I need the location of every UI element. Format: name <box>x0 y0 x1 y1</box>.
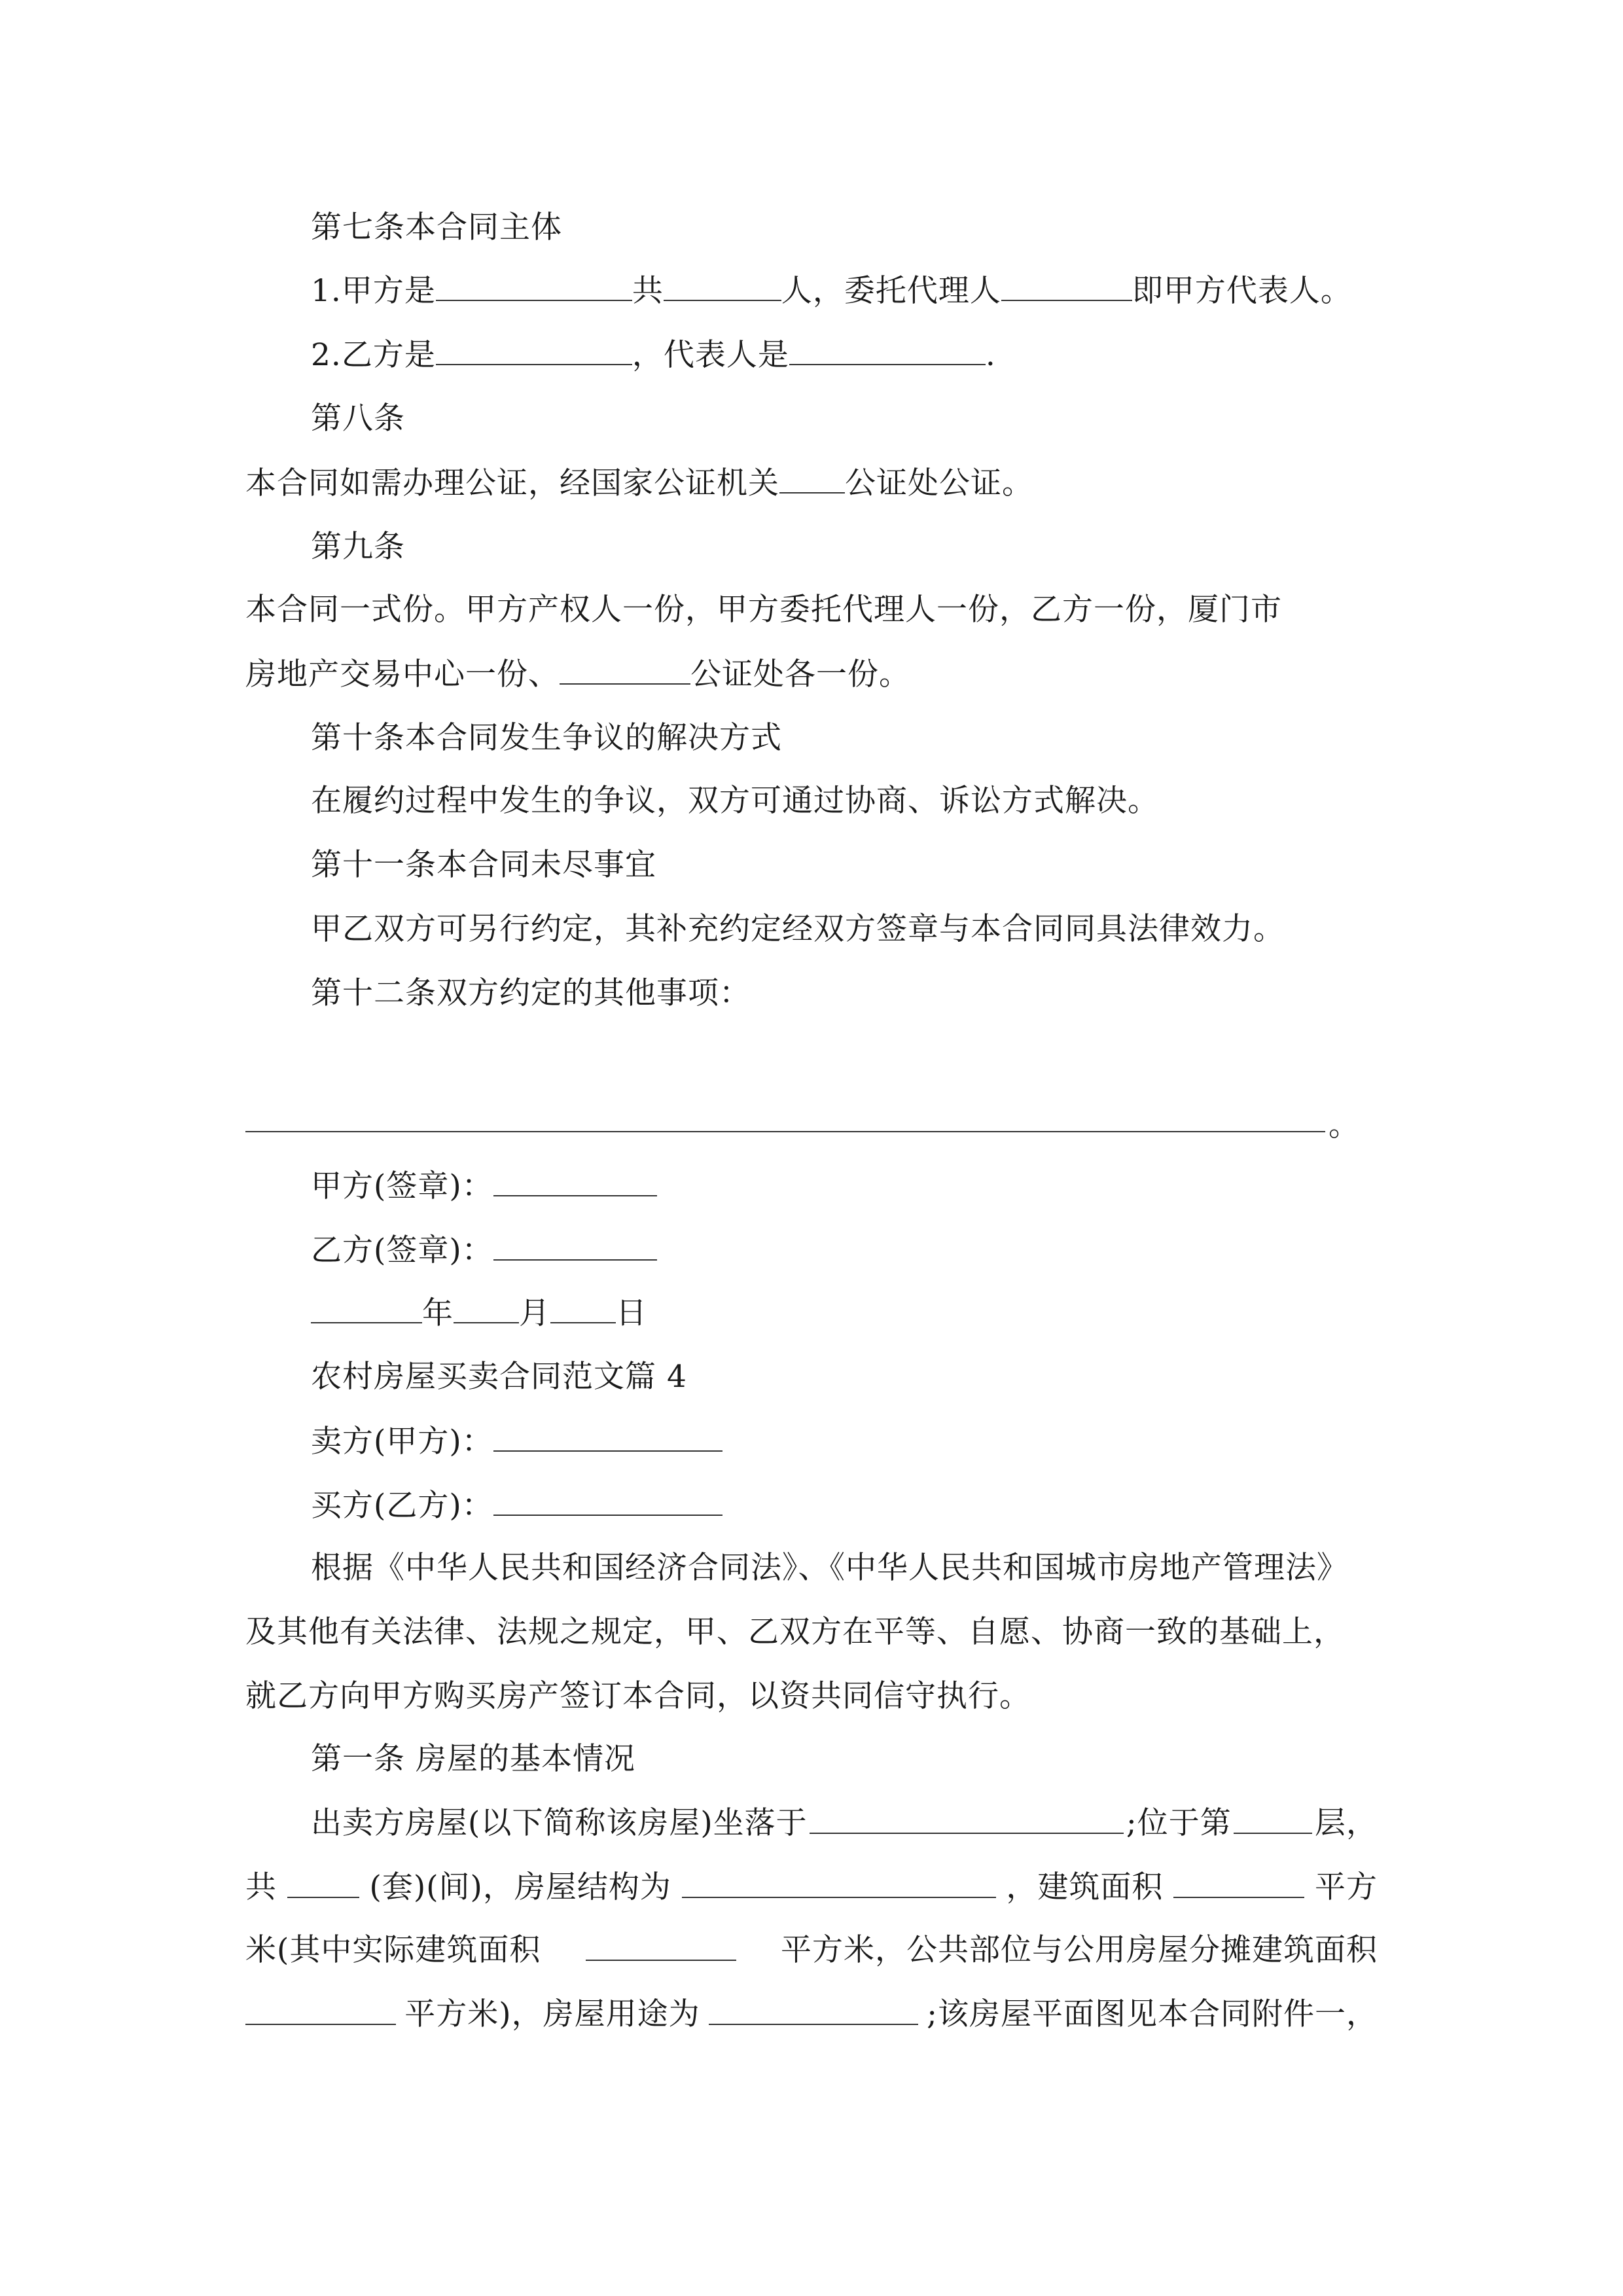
party-a-signature-blank <box>493 1166 657 1196</box>
day-blank <box>550 1293 616 1323</box>
buyer-line: 买方(乙方)： <box>311 1486 722 1526</box>
representative-blank <box>789 335 986 365</box>
preamble-line-3: 就乙方向甲方购买房产签订本合同，以资共同信守执行。 <box>245 1678 1031 1714</box>
actual-area-blank <box>586 1931 736 1961</box>
article-9-body-line-2: 房地产交易中心一份、 公证处各一份。 <box>245 655 910 694</box>
article-8-title: 第八条 <box>311 401 405 437</box>
article-12-title: 第十二条双方约定的其他事项： <box>311 975 751 1011</box>
location-blank <box>810 1804 1124 1834</box>
article-1-line-3: 米(其中实际建筑面积 平方米，公共部位与公用房屋分摊建筑面积 <box>245 1932 1378 1968</box>
notary-blank <box>779 463 845 493</box>
article-8-body: 本合同如需办理公证，经国家公证机关 公证处公证。 <box>245 463 1033 503</box>
signing-date: 年 月 日 <box>311 1293 647 1333</box>
floor-blank <box>1234 1804 1312 1834</box>
shared-area-blank <box>245 1995 396 2025</box>
month-blank <box>454 1293 519 1323</box>
article-1-line-2: 共 (套)(间)，房屋结构为 ，建筑面积 平方 <box>245 1869 1378 1905</box>
usage-blank <box>709 1995 918 2025</box>
buyer-blank <box>493 1486 722 1516</box>
article-11-body: 甲乙双方可另行约定，其补充约定经双方签章与本合同同具法律效力。 <box>311 911 1285 947</box>
article-10-body: 在履约过程中发生的争议，双方可通过协商、诉讼方式解决。 <box>311 783 1159 819</box>
article-7-item-2: 2.乙方是 ，代表人是 . <box>311 335 996 375</box>
party-b-signature: 乙方(签章)： <box>311 1230 657 1270</box>
preamble-line-2: 及其他有关法律、法规之规定，甲、乙双方在平等、自愿、协商一致的基础上， <box>245 1614 1345 1650</box>
party-b-signature-blank <box>493 1230 657 1261</box>
article-7-title: 第七条本合同主体 <box>311 209 562 245</box>
other-matters-period: 。 <box>1329 1107 1359 1143</box>
year-blank <box>311 1293 422 1323</box>
article-1-title: 第一条 房屋的基本情况 <box>311 1741 635 1777</box>
building-area-blank <box>1173 1868 1304 1898</box>
article-9-body-line-1: 本合同一式份。甲方产权人一份，甲方委托代理人一份，乙方一份，厦门市 <box>245 592 1282 628</box>
article-1-line-4: 平方米)，房屋用途为 ;该房屋平面图见本合同附件一， <box>245 1995 1378 2034</box>
agent-name-blank <box>1001 271 1132 301</box>
seller-line: 卖方(甲方)： <box>311 1422 722 1462</box>
party-a-count-blank <box>664 271 781 301</box>
article-1-line-1: 出卖方房屋(以下简称该房屋)坐落于 ;位于第 层， <box>311 1805 1378 1841</box>
party-a-name-blank <box>436 271 632 301</box>
notary-office-blank <box>560 655 690 685</box>
seller-blank <box>493 1422 722 1452</box>
article-7-item-1: 1.甲方是 共 人，委托代理人 即甲方代表人。 <box>311 271 1352 311</box>
party-b-name-blank <box>436 335 632 365</box>
article-9-title: 第九条 <box>311 529 405 565</box>
article-11-title: 第十一条本合同未尽事宜 <box>311 847 656 883</box>
preamble-line-1: 根据《中华人民共和国经济合同法》、《中华人民共和国城市房地产管理法》 <box>311 1550 1348 1586</box>
section-4-title: 农村房屋买卖合同范文篇 4 <box>311 1359 687 1395</box>
structure-blank <box>682 1868 996 1898</box>
units-blank <box>287 1868 359 1898</box>
article-10-title: 第十条本合同发生争议的解决方式 <box>311 720 782 756</box>
other-matters-blank-line <box>245 1131 1325 1132</box>
party-a-signature: 甲方(签章)： <box>311 1166 657 1206</box>
